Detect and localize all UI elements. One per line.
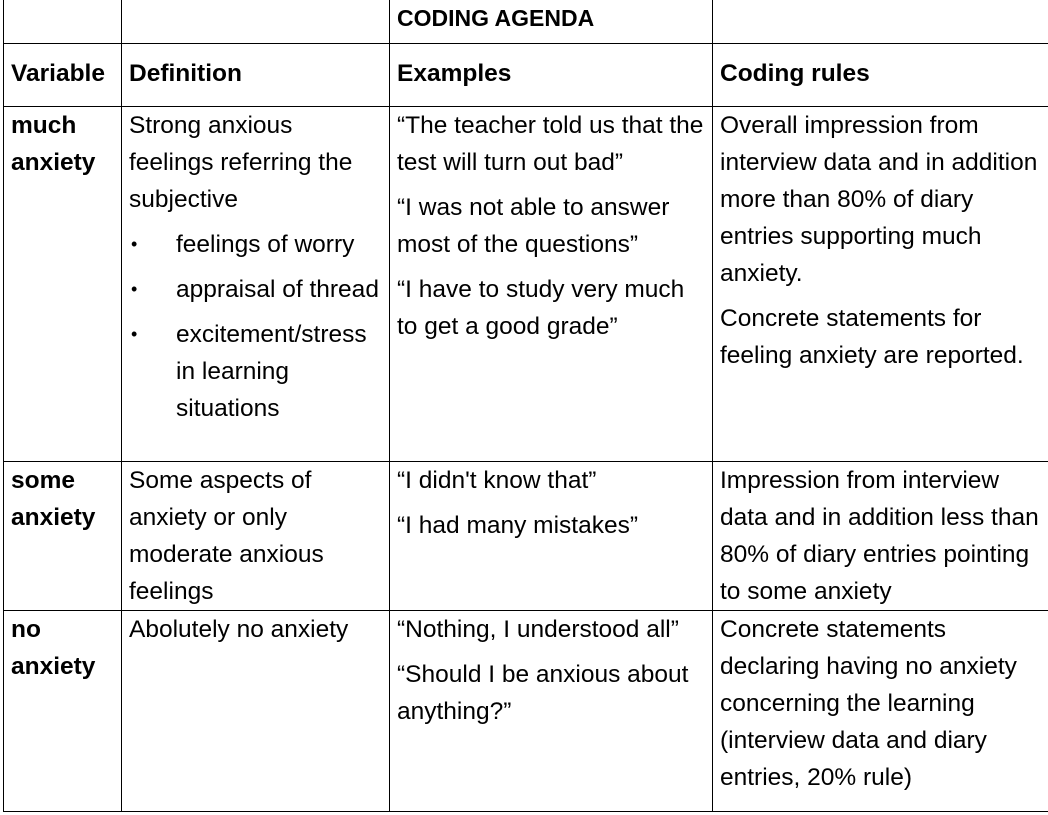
definition-text: Abolutely no anxiety [129,616,349,643]
table-title: CODING AGENDA [390,0,713,44]
bullet-text: excitement/stress in learning situations [176,321,367,422]
variable-cell: no anxiety [4,611,122,812]
coding-rules-cell [713,611,1048,812]
header-row [4,44,1048,107]
examples-cell [390,611,713,812]
examples-cell [390,462,713,611]
definition-cell [122,462,390,611]
definition-bullet-list [129,226,382,427]
coding-rule-text: Concrete statements for feeling anxiety are reported. [720,305,1024,369]
coding-rule-text: Overall impression from interview data and in addition more than 80% of diary entries supporting much anxiety. [720,112,1038,287]
definition-cell [122,611,390,812]
table-row-much-anxiety [4,107,1048,462]
header-coding-rules: Coding rules [713,44,1048,107]
title-empty-cell [122,0,390,44]
example-quote: “I have to study very much to get a good grade” [397,276,685,340]
variable-cell: some anxiety [4,462,122,611]
example-quote: “Should I be anxious about anything?” [397,661,689,725]
example-quote: “Nothing, I understood all” [397,616,679,643]
title-row [4,0,1048,44]
bullet-item [129,226,382,263]
title-empty-cell [4,0,122,44]
variable-cell: much anxiety [4,107,122,462]
coding-rules-cell [713,462,1048,611]
definition-text: Strong anxious feelings referring the subjective [129,112,353,213]
header-examples: Examples [390,44,713,107]
examples-cell [390,107,713,462]
definition-text: Some aspects of anxiety or only moderate anxious feelings [129,467,324,605]
example-quote: “I didn't know that” [397,467,597,494]
example-quote: “I was not able to answer most of the questions” [397,194,670,258]
bullet-icon: • [131,279,138,299]
bullet-icon: • [131,324,138,344]
bullet-item [129,316,382,427]
table-row-no-anxiety [4,611,1048,812]
title-empty-cell [713,0,1048,44]
table-row-some-anxiety [4,462,1048,611]
bullet-icon: • [131,234,138,254]
example-quote: “The teacher told us that the test will turn out bad” [397,112,704,176]
header-definition: Definition [122,44,390,107]
example-quote: “I had many mistakes” [397,512,638,539]
definition-cell [122,107,390,462]
coding-rule-text: Impression from interview data and in addition less than 80% of diary entries pointing to some anxiety [720,467,1039,605]
bullet-item [129,271,382,308]
bullet-text: feelings of worry [176,231,355,258]
bullet-text: appraisal of thread [176,276,379,303]
coding-agenda-table [3,0,1048,812]
coding-rule-text: Concrete statements declaring having no anxiety concerning the learning (interview data and diary entries, 20% rule) [720,616,1017,791]
coding-rules-cell [713,107,1048,462]
header-variable: Variable [4,44,122,107]
